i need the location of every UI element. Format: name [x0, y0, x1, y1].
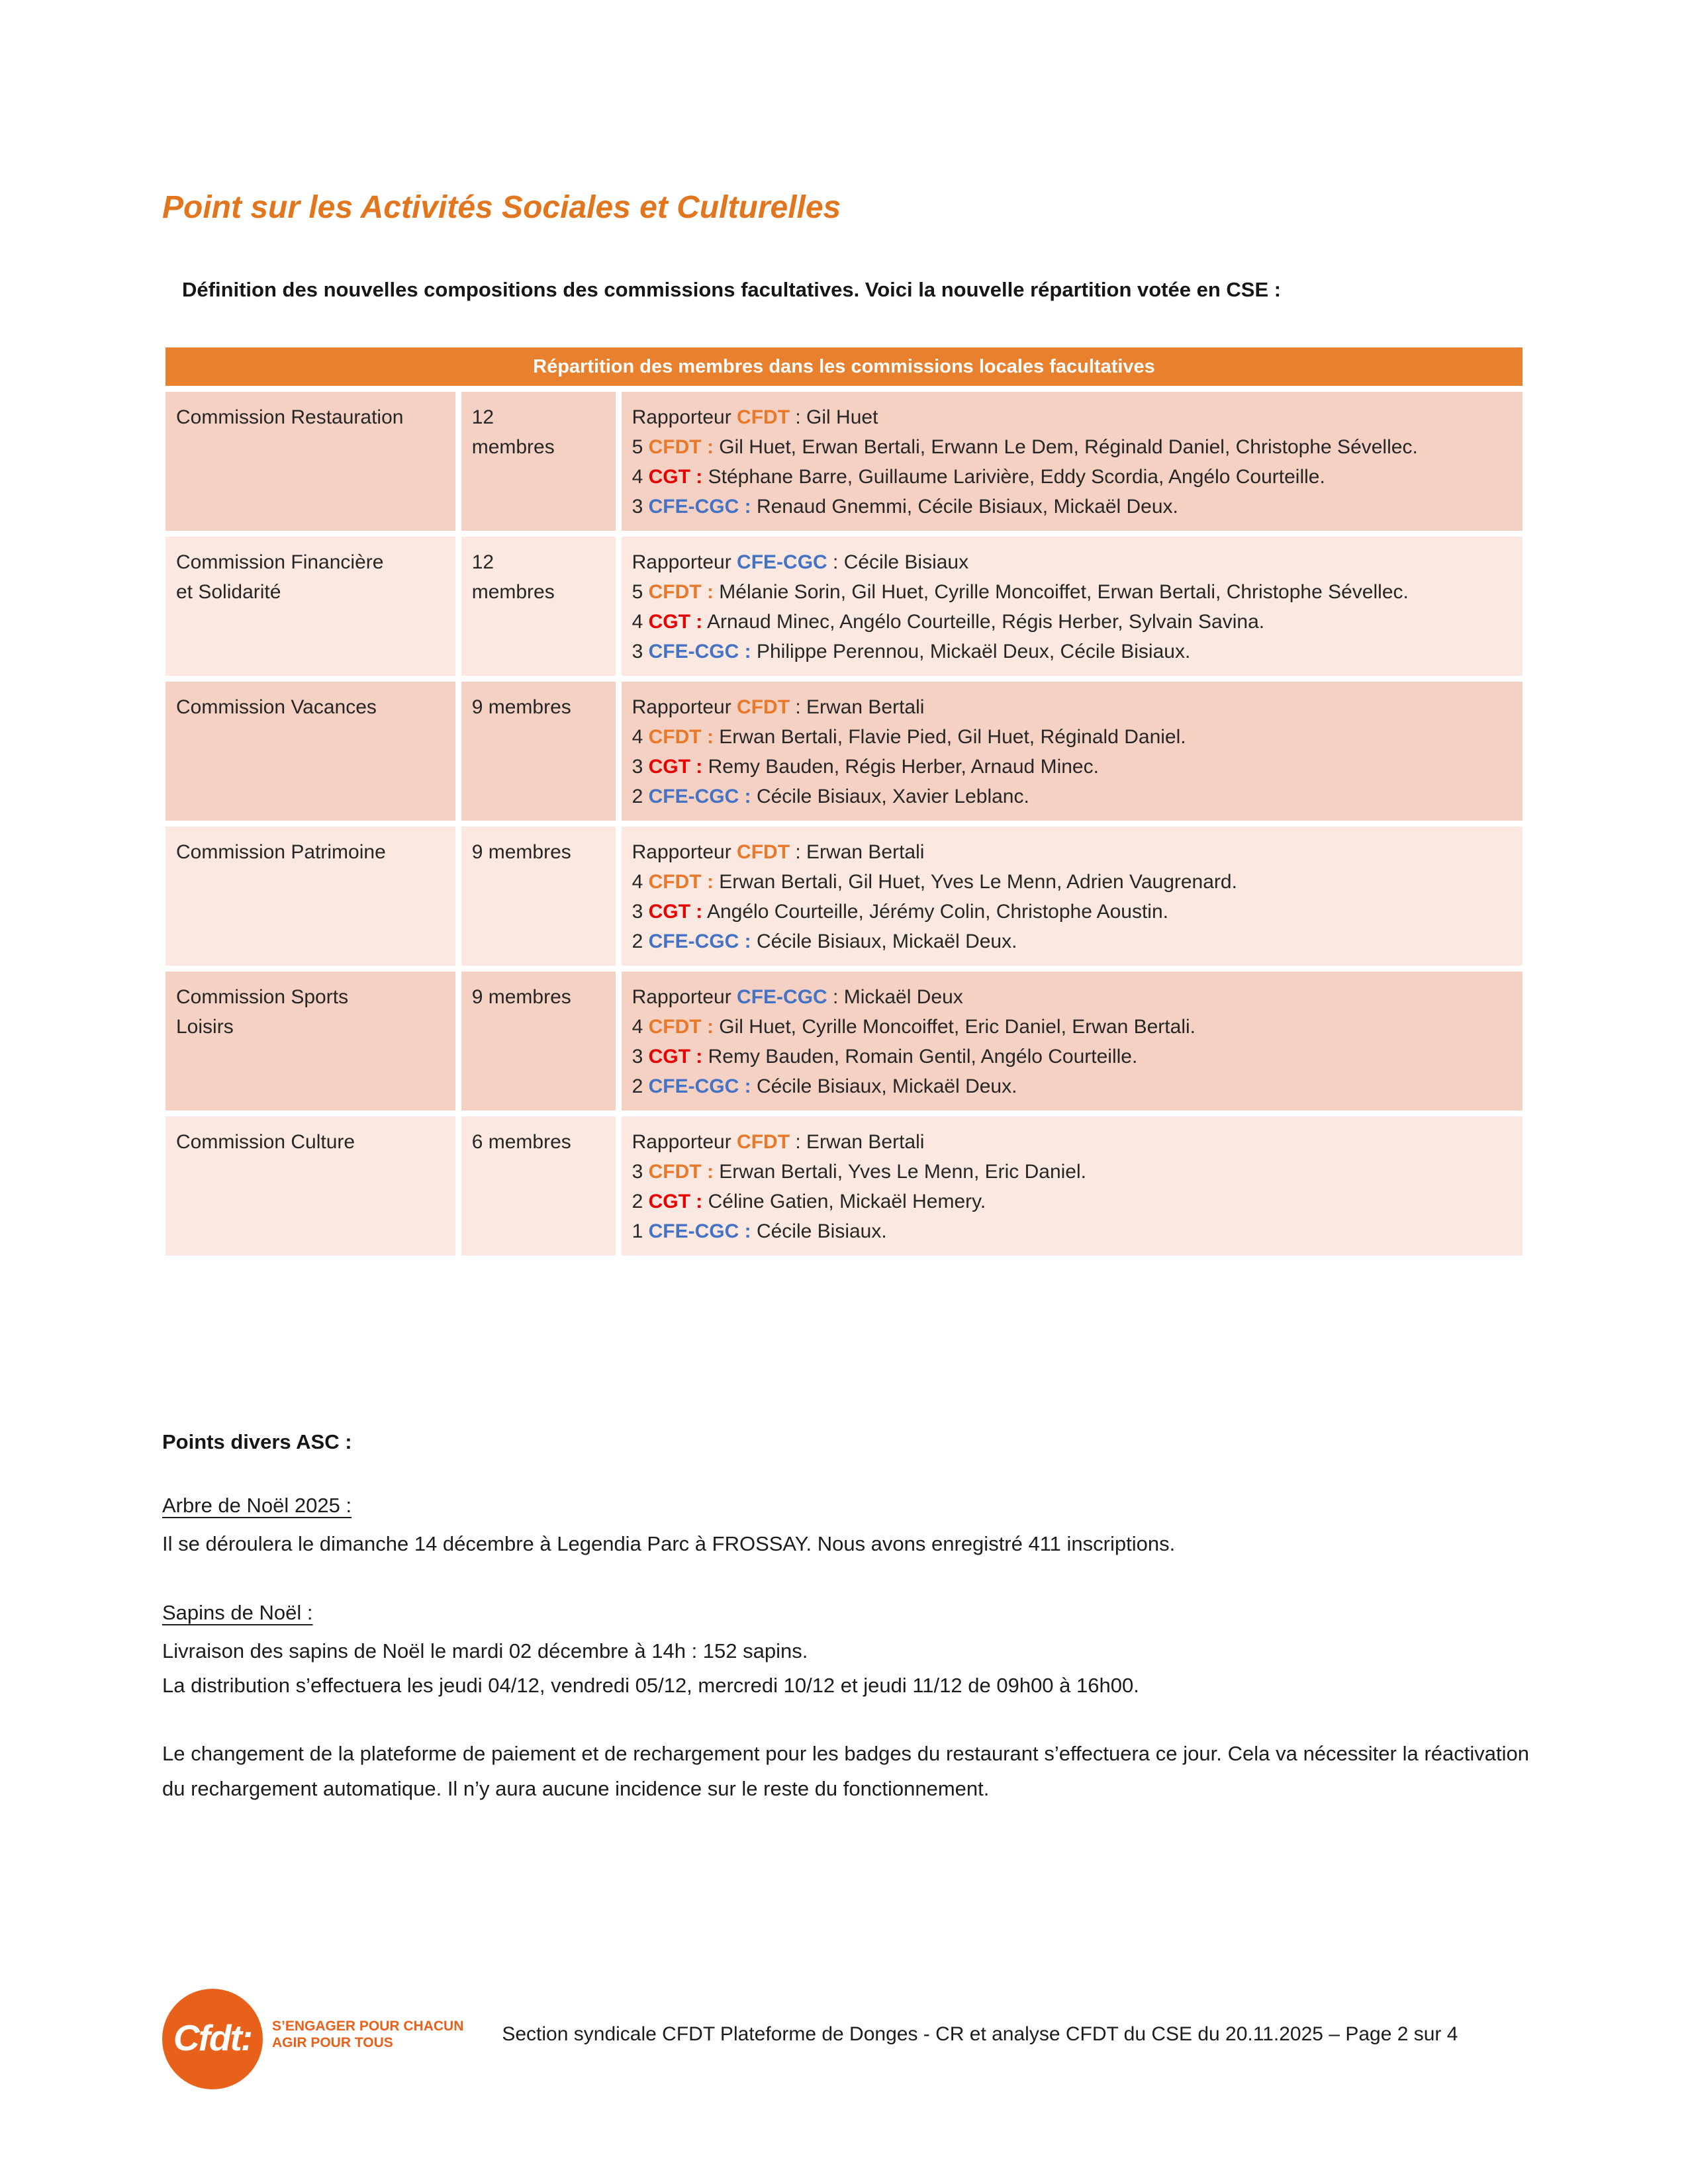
footer	[162, 1989, 1458, 2089]
commission-name-cell: Commission Restauration	[165, 392, 455, 531]
union-label: CFE-CGC	[737, 986, 827, 1008]
table-row	[165, 537, 1523, 676]
composition-line: 3 CGT : Remy Bauden, Régis Herber, Arnaud Minec.	[632, 756, 1099, 778]
union-label: CFDT	[737, 841, 790, 863]
composition-line: 2 CFE-CGC : Cécile Bisiaux, Mickaël Deux.	[632, 931, 1017, 952]
union-label: CFDT :	[648, 1161, 714, 1183]
union-label: CGT :	[648, 611, 703, 633]
sapins-noel-heading: Sapins de Noël :	[162, 1601, 313, 1624]
composition-line: 2 CFE-CGC : Cécile Bisiaux, Xavier Leblanc.	[632, 786, 1029, 807]
composition-line: 4 CFDT : Gil Huet, Cyrille Moncoiffet, Eric Daniel, Erwan Bertali.	[632, 1016, 1196, 1038]
composition-line: 3 CGT : Remy Bauden, Romain Gentil, Angélo Courteille.	[632, 1046, 1138, 1068]
members-count-cell: 9 membres	[461, 972, 616, 1111]
composition-line: 4 CFDT : Erwan Bertali, Flavie Pied, Gil Huet, Réginald Daniel.	[632, 726, 1186, 748]
composition-cell	[622, 827, 1523, 966]
table-row	[165, 682, 1523, 821]
composition-line: 4 CFDT : Erwan Bertali, Gil Huet, Yves Le Menn, Adrien Vaugrenard.	[632, 871, 1237, 893]
sapins-noel-line1: Livraison des sapins de Noël le mardi 02 décembre à 14h : 152 sapins.	[162, 1639, 808, 1662]
composition-line: 3 CGT : Angélo Courteille, Jérémy Colin, Christophe Aoustin.	[632, 901, 1168, 923]
cfdt-tagline	[272, 2018, 463, 2051]
composition-line: 5 CFDT : Mélanie Sorin, Gil Huet, Cyrille Moncoiffet, Erwan Bertali, Christophe Sévellec.	[632, 581, 1409, 603]
composition-cell	[622, 537, 1523, 676]
union-label: CFDT :	[648, 726, 714, 748]
composition-line: 4 CGT : Arnaud Minec, Angélo Courteille, Régis Herber, Sylvain Savina.	[632, 611, 1265, 633]
cfdt-logo-text: Cfdt:	[173, 2017, 252, 2058]
footer-text: Section syndicale CFDT Plateforme de Donges - CR et analyse CFDT du CSE du 20.11.2025 – Page 2 sur 4	[502, 2023, 1458, 2045]
union-label: CFE-CGC :	[648, 496, 751, 518]
union-label: CFE-CGC :	[648, 641, 751, 662]
union-label: CFDT :	[648, 1016, 714, 1038]
arbre-noel-heading: Arbre de Noël 2025 :	[162, 1494, 352, 1517]
union-label: CFDT :	[648, 871, 714, 893]
composition-line: 3 CFE-CGC : Philippe Perennou, Mickaël Deux, Cécile Bisiaux.	[632, 641, 1191, 662]
closing-paragraph: Le changement de la plateforme de paiement et de rechargement pour les badges du restaurant s’effectuera ce jour. Cela va nécessiter la réactivation du rechargement automatique. Il n’y aura aucune incidence sur le reste du fonctionnement.	[162, 1742, 1529, 1800]
commission-name-cell: Commission Financière et Solidarité	[165, 537, 455, 676]
union-label: CFE-CGC :	[648, 1220, 751, 1242]
arbre-noel-body: Il se déroulera le dimanche 14 décembre à Legendia Parc à FROSSAY. Nous avons enregistré 411 inscriptions.	[162, 1532, 1176, 1555]
composition-line: 2 CGT : Céline Gatien, Mickaël Hemery.	[632, 1191, 986, 1212]
union-label: CGT :	[648, 466, 703, 488]
sapins-noel-line2: La distribution s’effectuera les jeudi 04/12, vendredi 05/12, mercredi 10/12 et jeudi 11/12 de 09h00 à 16h00.	[162, 1674, 1139, 1697]
composition-line: 4 CGT : Stéphane Barre, Guillaume Larivière, Eddy Scordia, Angélo Courteille.	[632, 466, 1325, 488]
composition-line: Rapporteur CFE-CGC : Mickaël Deux	[632, 986, 963, 1008]
commissions-table	[160, 341, 1528, 1261]
composition-line: Rapporteur CFE-CGC : Cécile Bisiaux	[632, 551, 969, 573]
union-label: CFE-CGC	[737, 551, 827, 573]
commission-name-cell: Commission Sports Loisirs	[165, 972, 455, 1111]
table-row	[165, 1116, 1523, 1255]
composition-cell	[622, 682, 1523, 821]
composition-cell	[622, 972, 1523, 1111]
union-label: CGT :	[648, 1191, 703, 1212]
table-header-row	[165, 347, 1523, 386]
composition-line: 3 CFE-CGC : Renaud Gnemmi, Cécile Bisiaux, Mickaël Deux.	[632, 496, 1178, 518]
composition-line: 3 CFDT : Erwan Bertali, Yves Le Menn, Eric Daniel.	[632, 1161, 1086, 1183]
commission-name-cell: Commission Vacances	[165, 682, 455, 821]
points-divers-heading: Points divers ASC :	[162, 1430, 352, 1453]
members-count-cell: 9 membres	[461, 827, 616, 966]
intro-text: Définition des nouvelles compositions des commissions facultatives. Voici la nouvelle répartition votée en CSE :	[182, 278, 1282, 301]
union-label: CGT :	[648, 1046, 703, 1068]
commission-name-cell: Commission Culture	[165, 1116, 455, 1255]
commission-name-cell: Commission Patrimoine	[165, 827, 455, 966]
union-label: CGT :	[648, 901, 703, 923]
union-label: CFE-CGC :	[648, 786, 751, 807]
cfdt-tagline-line2: AGIR POUR TOUS	[272, 2035, 393, 2050]
table-row	[165, 392, 1523, 531]
composition-line: Rapporteur CFDT : Gil Huet	[632, 406, 878, 428]
composition-line: 2 CFE-CGC : Cécile Bisiaux, Mickaël Deux.	[632, 1075, 1017, 1097]
union-label: CFE-CGC :	[648, 931, 751, 952]
composition-line: Rapporteur CFDT : Erwan Bertali	[632, 1131, 925, 1153]
composition-line: Rapporteur CFDT : Erwan Bertali	[632, 696, 925, 718]
members-count-cell: 12 membres	[461, 392, 616, 531]
cfdt-logo	[162, 1989, 263, 2089]
composition-cell	[622, 392, 1523, 531]
members-count-cell: 9 membres	[461, 682, 616, 821]
composition-line: 5 CFDT : Gil Huet, Erwan Bertali, Erwann Le Dem, Réginald Daniel, Christophe Sévellec.	[632, 436, 1418, 458]
composition-line: 1 CFE-CGC : Cécile Bisiaux.	[632, 1220, 887, 1242]
union-label: CFDT	[737, 406, 790, 428]
table-title: Répartition des membres dans les commissions locales facultatives	[165, 347, 1523, 386]
members-count-cell: 12 membres	[461, 537, 616, 676]
cfdt-tagline-line1: S’ENGAGER POUR CHACUN	[272, 2019, 464, 2034]
page-title: Point sur les Activités Sociales et Culturelles	[162, 190, 841, 225]
commissions-table-body	[165, 347, 1523, 1255]
members-count-cell: 6 membres	[461, 1116, 616, 1255]
union-label: CFDT :	[648, 581, 714, 603]
union-label: CFDT	[737, 696, 790, 718]
union-label: CFE-CGC :	[648, 1075, 751, 1097]
union-label: CGT :	[648, 756, 703, 778]
table-row	[165, 827, 1523, 966]
composition-line: Rapporteur CFDT : Erwan Bertali	[632, 841, 925, 863]
table-row	[165, 972, 1523, 1111]
union-label: CFDT	[737, 1131, 790, 1153]
composition-cell	[622, 1116, 1523, 1255]
union-label: CFDT :	[648, 436, 714, 458]
